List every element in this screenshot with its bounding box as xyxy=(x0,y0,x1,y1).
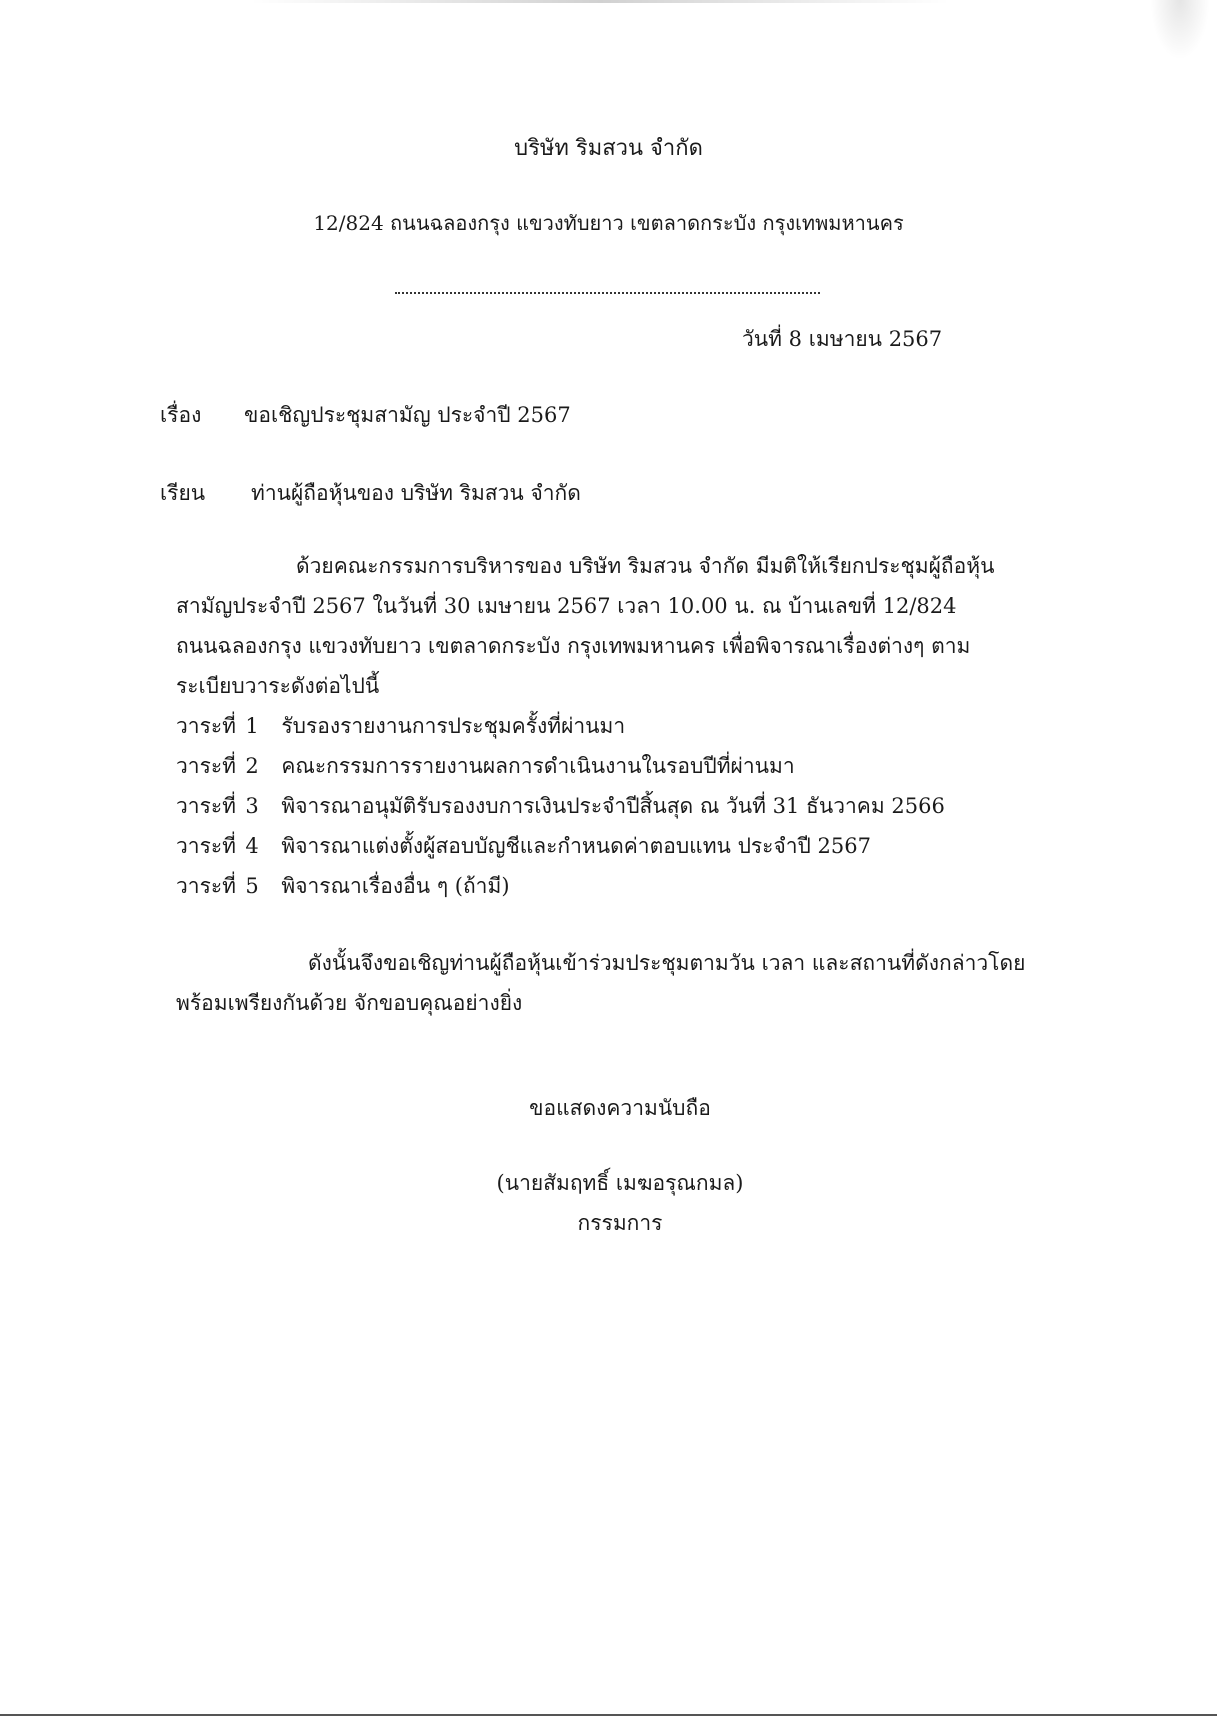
company-address: 12/824 ถนนฉลองกรุง แขวงทับยาว เขตลาดกระบัง กรุงเทพมหานคร xyxy=(313,211,904,235)
agenda-item xyxy=(176,836,871,857)
agenda-item xyxy=(176,716,625,737)
body-line-3: ถนนฉลองกรุง แขวงทับยาว เขตลาดกระบัง กรุงเทพมหานคร เพื่อพิจารณาเรื่องต่างๆ ตาม xyxy=(176,634,971,658)
agenda-number: 5 xyxy=(245,874,259,898)
scan-artifact-top xyxy=(250,0,950,3)
subject-label: เรื่อง xyxy=(160,403,202,427)
salutation: ขอแสดงความนับถือ xyxy=(529,1096,711,1120)
body-line-4: ระเบียบวาระดังต่อไปนี้ xyxy=(176,674,380,698)
letterhead-dotted-rule xyxy=(395,292,820,294)
subject-text: ขอเชิญประชุมสามัญ ประจำปี 2567 xyxy=(244,403,571,427)
agenda-label: วาระที่ xyxy=(176,794,236,818)
signatory-position: กรรมการ xyxy=(577,1211,663,1235)
agenda-text: พิจารณาเรื่องอื่น ๆ (ถ้ามี) xyxy=(281,874,510,898)
signatory-name: (นายสัมฤทธิ์ เมฆอรุณกมล) xyxy=(496,1171,744,1195)
body-line-2: สามัญประจำปี 2567 ในวันที่ 30 เมษายน 2567 เวลา 10.00 น. ณ บ้านเลขที่ 12/824 xyxy=(176,594,957,618)
agenda-label: วาระที่ xyxy=(176,754,236,778)
recipient-label: เรียน xyxy=(160,481,206,505)
agenda-label: วาระที่ xyxy=(176,834,236,858)
company-name: บริษัท ริมสวน จำกัด xyxy=(514,136,703,161)
agenda-number: 3 xyxy=(245,794,259,818)
agenda-item xyxy=(176,796,945,817)
agenda-label: วาระที่ xyxy=(176,714,236,738)
recipient-text: ท่านผู้ถือหุ้นของ บริษัท ริมสวน จำกัด xyxy=(251,481,581,505)
agenda-number: 4 xyxy=(245,834,259,858)
agenda-item xyxy=(176,756,795,777)
closing-line-1: ดังนั้นจึงขอเชิญท่านผู้ถือหุ้นเข้าร่วมประชุมตามวัน เวลา และสถานที่ดังกล่าวโดย xyxy=(308,951,1026,975)
agenda-label: วาระที่ xyxy=(176,874,236,898)
body-line-1: ด้วยคณะกรรมการบริหารของ บริษัท ริมสวน จำกัด มีมติให้เรียกประชุมผู้ถือหุ้น xyxy=(296,554,995,578)
scan-artifact-corner xyxy=(1150,0,1210,60)
agenda-number: 2 xyxy=(245,754,259,778)
agenda-text: พิจารณาแต่งตั้งผู้สอบบัญชีและกำหนดค่าตอบแทน ประจำปี 2567 xyxy=(281,834,871,858)
agenda-item xyxy=(176,876,510,897)
closing-line-2: พร้อมเพรียงกันด้วย จักขอบคุณอย่างยิ่ง xyxy=(176,991,523,1015)
agenda-text: รับรองรายงานการประชุมครั้งที่ผ่านมา xyxy=(281,714,626,738)
letter-date: วันที่ 8 เมษายน 2567 xyxy=(742,327,943,351)
bottom-edge-rule xyxy=(0,1714,1217,1716)
agenda-number: 1 xyxy=(245,714,259,738)
agenda-text: พิจารณาอนุมัติรับรองงบการเงินประจำปีสิ้นสุด ณ วันที่ 31 ธันวาคม 2566 xyxy=(281,794,945,818)
agenda-text: คณะกรรมการรายงานผลการดำเนินงานในรอบปีที่ผ่านมา xyxy=(281,754,795,778)
